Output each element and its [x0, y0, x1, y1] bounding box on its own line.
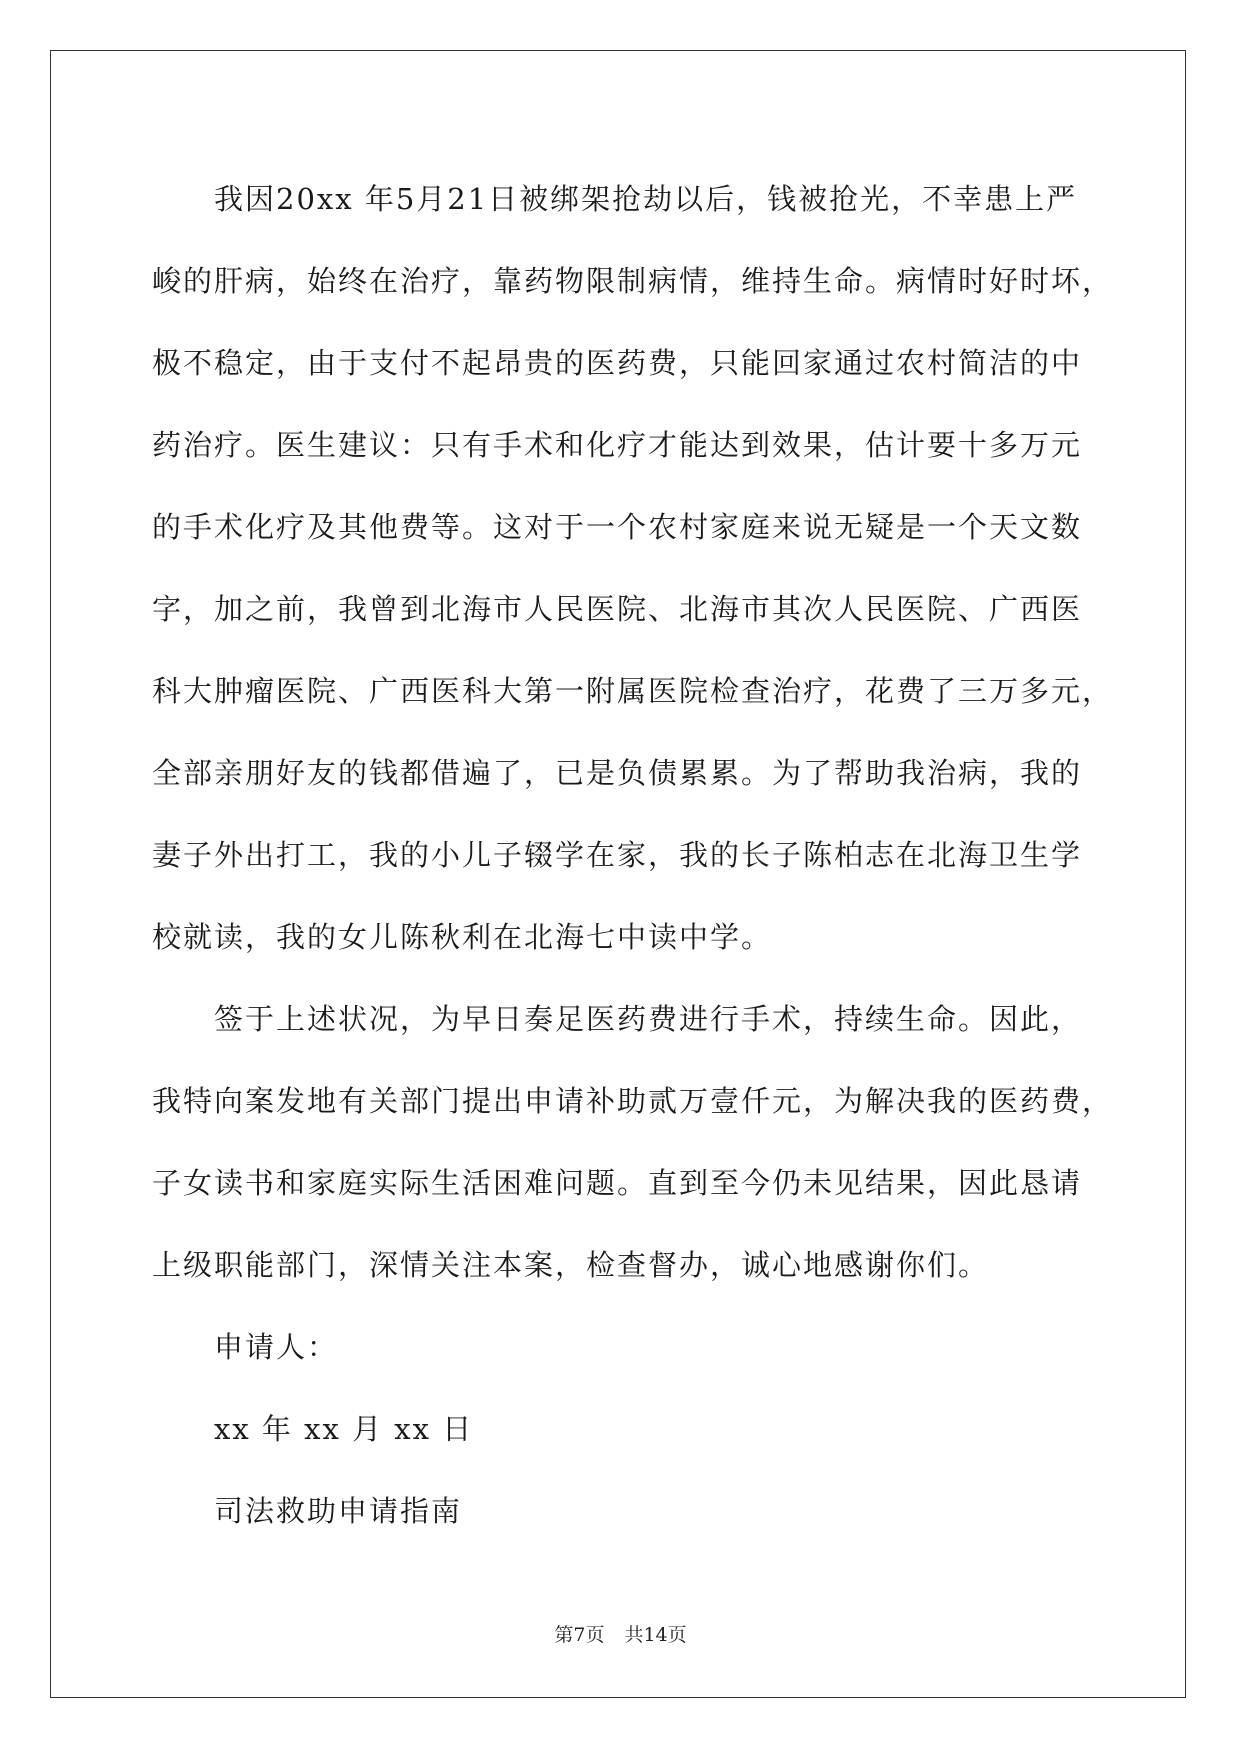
paragraph-2-line: 签于上述状况，为早日奏足医药费进行手术，持续生命。因此，	[214, 1002, 1083, 1036]
paragraph-1-line: 的手术化疗及其他费等。这对于一个农村家庭来说无疑是一个天文数	[152, 510, 1083, 544]
paragraph-1-line: 全部亲朋好友的钱都借遍了，已是负债累累。为了帮助我治病，我的	[152, 756, 1083, 790]
paragraph-2-line: 我特向案发地有关部门提出申请补助贰万壹仟元，为解决我的医药费，	[152, 1084, 1114, 1118]
section-title: 司法救助申请指南	[214, 1494, 463, 1528]
document-body	[152, 158, 1112, 1552]
paragraph-1-line: 极不稳定，由于支付不起昂贵的医药费，只能回家通过农村简洁的中	[152, 346, 1083, 380]
paragraph-1-line: 我因20xx 年5月21日被绑架抢劫以后，钱被抢光，不幸患上严	[214, 182, 1078, 216]
page-number-total: 共14页	[624, 1624, 687, 1646]
paragraph-1-line: 药治疗。医生建议：只有手术和化疗才能达到效果，估计要十多万元	[152, 428, 1083, 462]
paragraph-1-line: 字，加之前，我曾到北海市人民医院、北海市其次人民医院、广西医	[152, 592, 1083, 626]
paragraph-2-line: 子女读书和家庭实际生活困难问题。直到至今仍未见结果，因此恳请	[152, 1166, 1083, 1200]
date-line: xx 年 xx 月 xx 日	[214, 1412, 474, 1446]
applicant-label: 申请人：	[214, 1330, 339, 1364]
page-footer	[0, 1620, 1241, 1647]
page-number-current: 第7页	[554, 1624, 605, 1646]
paragraph-1-line: 科大肿瘤医院、广西医科大第一附属医院检查治疗，花费了三万多元，	[152, 674, 1114, 708]
paragraph-1	[152, 158, 1112, 978]
paragraph-2	[152, 978, 1112, 1306]
paragraph-1-line: 校就读，我的女儿陈秋利在北海七中读中学。	[152, 920, 773, 954]
paragraph-1-line: 妻子外出打工，我的小儿子辍学在家，我的长子陈柏志在北海卫生学	[152, 838, 1083, 872]
paragraph-1-line: 峻的肝病，始终在治疗，靠药物限制病情，维持生命。病情时好时坏，	[152, 264, 1114, 298]
paragraph-2-line: 上级职能部门，深情关注本案，检查督办，诚心地感谢你们。	[152, 1248, 990, 1282]
